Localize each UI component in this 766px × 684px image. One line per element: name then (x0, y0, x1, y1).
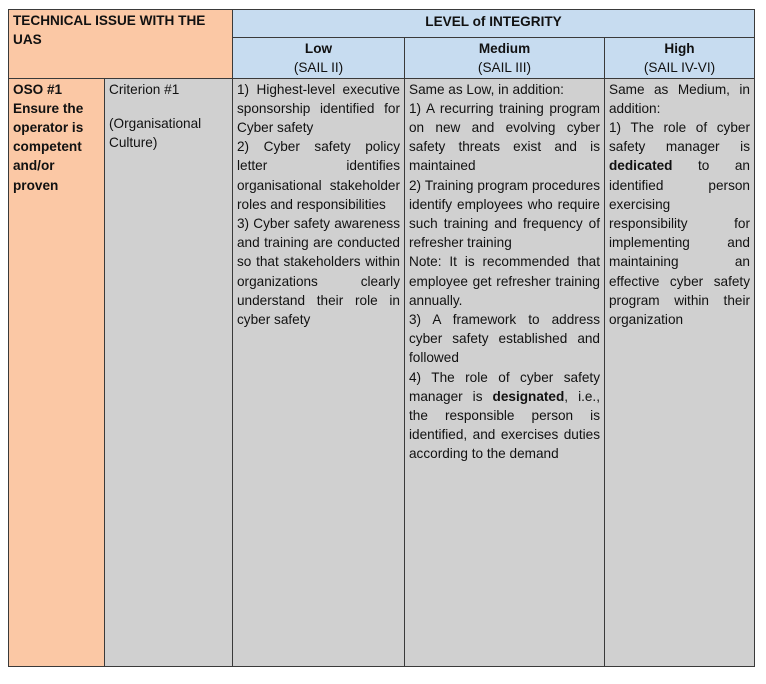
medium-item-4-before: 4) The role of cyber safety manager is (409, 369, 600, 404)
medium-item-4 (409, 368, 600, 464)
level-high-sail: (SAIL IV-VI) (643, 60, 716, 76)
level-of-integrity-label: LEVEL of INTEGRITY (425, 14, 562, 29)
level-medium-header (405, 38, 605, 78)
high-item-1-before: 1) The role of cyber safety manager is (609, 120, 750, 155)
oso-row (9, 78, 755, 666)
level-low-sail: (SAIL II) (293, 60, 344, 76)
medium-cell (405, 78, 605, 666)
level-low-name: Low (304, 41, 333, 57)
level-medium-name: Medium (478, 41, 531, 57)
criterion-cell (105, 78, 233, 666)
criterion-label: Criterion #1 (109, 81, 180, 97)
low-item-2: 2) Cyber safety policy letter identifies organisational stakeholder roles and responsibilities (237, 139, 400, 212)
medium-intro: Same as Low, in addition: (409, 81, 564, 97)
medium-item-3: 3) A framework to address cyber safety established and followed (409, 312, 600, 366)
low-item-3: 3) Cyber safety awareness and training are conducted so that stakeholders within organizations clearly understand their role in cyber safety (237, 216, 400, 328)
medium-note: Note: It is recommended that employee get refresher training annually. (409, 254, 600, 308)
high-intro: Same as Medium, in addition: (609, 81, 750, 116)
high-item-1-after: to an identified person exercising responsibility for implementing and maintaining an effective cyber safety program within their organization (609, 158, 750, 328)
level-of-integrity-header (233, 10, 755, 38)
medium-item-1: 1) A recurring training program on new and evolving cyber safety threats exist and is maintained (409, 100, 600, 174)
high-item-1-bold: dedicated (609, 158, 673, 174)
high-item-1 (609, 118, 750, 329)
medium-item-4-bold: designated (492, 388, 565, 404)
low-cell (233, 78, 405, 666)
level-high-header (605, 38, 755, 78)
level-low-header (233, 38, 405, 78)
technical-issue-header (9, 10, 233, 79)
header-row-1 (9, 10, 755, 38)
low-item-1: 1) Highest-level executive sponsorship identified for Cyber safety (237, 81, 400, 136)
oso-text: OSO #1 Ensure the operator is competent and/or proven (13, 81, 84, 193)
high-cell (605, 78, 755, 666)
oso-cell (9, 78, 105, 666)
criterion-name: (Organisational Culture) (109, 115, 202, 151)
integrity-table (8, 9, 755, 667)
level-medium-sail: (SAIL III) (477, 60, 532, 76)
medium-item-4-after: , i.e., the responsible person is identified, and exercises duties according to the demand (409, 388, 600, 462)
medium-item-2: 2) Training program procedures identify employees who require such training and frequency of refresher training (409, 177, 600, 251)
level-high-name: High (664, 41, 695, 57)
technical-issue-label: TECHNICAL ISSUE WITH THE UAS (13, 13, 206, 48)
